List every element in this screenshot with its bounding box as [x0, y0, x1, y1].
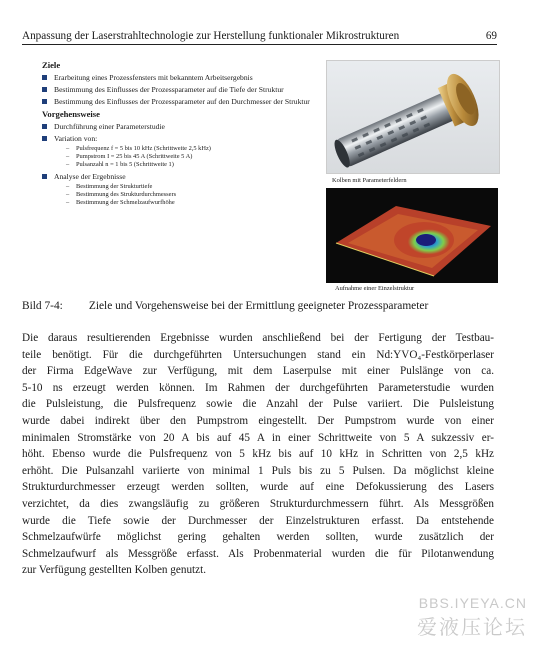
- variation-item: – Pulsfrequenz f = 5 bis 10 kHz (Schrittweite 2,5 kHz): [66, 145, 211, 152]
- bullet-icon: [42, 75, 47, 80]
- approach-text: Variation von:: [54, 134, 98, 143]
- body-line: Die daraus resultierenden Ergebnisse wurden anschließend bei der Fertigung der Testbau-: [22, 332, 494, 344]
- bullet-icon: [42, 174, 47, 179]
- body-line: wurde dabei indirekt über den Pumpstrom eingestellt. Der Pumpstrom wurde von einer: [22, 414, 494, 427]
- piston-photo-caption: Kolben mit Parameterfeldern: [332, 177, 407, 184]
- body-line: die Pulsleistung, die Pulsfrequenz sowie die Anzahl der Pulse variiert. Die Pulsleistung: [22, 398, 494, 411]
- watermark-url: BBS.IYEYA.CN: [418, 595, 527, 611]
- piston-image-icon: [327, 61, 499, 173]
- site-watermark: [417, 595, 527, 640]
- goal-item: [42, 97, 312, 106]
- body-line: Schmelzaufwurf als Messgröße erfasst. Als Probenmaterial wurden die für Pilotanwendung: [22, 547, 494, 560]
- surface-scan-image: [326, 188, 498, 283]
- goals-heading: Ziele: [42, 60, 61, 70]
- body-line: 5-10 ns erzeugt werden können. Im Rahmen der durchgeführten Parameterstudie wurden: [22, 381, 494, 394]
- approach-text: Durchführung einer Parameterstudie: [54, 122, 165, 131]
- figure-caption-text: Ziele und Vorgehensweise bei der Ermittlung geeigneter Prozessparameter: [88, 300, 429, 312]
- figure-caption: [22, 300, 428, 312]
- variation-item: – Pulsanzahl n = 1 bis 5 (Schrittweite 1): [66, 161, 174, 168]
- goal-text: Erarbeitung eines Prozessfensters mit bekanntem Arbeitsergebnis: [54, 73, 253, 82]
- analysis-item: – Bestimmung des Strukturdurchmessers: [66, 191, 177, 198]
- running-title: Anpassung der Laserstrahltechnologie zur Herstellung funktionaler Mikrostrukturen: [22, 30, 400, 42]
- goal-text: Bestimmung des Einflusses der Prozessparameter auf die Tiefe der Struktur: [54, 85, 284, 94]
- goal-text: Bestimmung des Einflusses der Prozessparameter auf den Durchmesser der Struktur: [54, 97, 310, 106]
- page-number: 69: [485, 30, 497, 42]
- body-paragraph: [22, 330, 494, 579]
- body-line: verzichtet, da dies zwangsläufig zu größeren Strukturdurchmessern führt. Als Messgrößen: [22, 497, 494, 510]
- piston-photo: [326, 60, 500, 174]
- bullet-icon: [42, 124, 47, 129]
- goal-item: [42, 73, 312, 82]
- body-line: wurde die Tiefe sowie der Durchmesser der Einzelstrukturen erfasst. Da entstehende: [22, 514, 494, 527]
- approach-heading: Vorgehensweise: [42, 109, 100, 119]
- body-line: teile benötigt. Für die durchgeführten Untersuchungen stand ein Nd:YVO₄-Festkörperlaser: [22, 348, 494, 361]
- bullet-icon: [42, 99, 47, 104]
- bullet-icon: [42, 136, 47, 141]
- surface-scan-icon: [326, 188, 498, 283]
- body-line: Strukturdurchmesser erzeugt werden sollten, wurde auf eine Defokussierung des Lasers: [22, 481, 494, 494]
- approach-item: [42, 172, 312, 207]
- surface-scan-caption: Aufnahme einer Einzelstruktur: [335, 285, 415, 292]
- analysis-item: – Bestimmung der Strukturtiefe: [66, 183, 153, 190]
- goal-item: [42, 85, 312, 94]
- figure-label: Bild 7-4:: [22, 300, 63, 312]
- approach-item: [42, 134, 312, 169]
- page-header: [22, 26, 497, 45]
- body-line: der Firma EdgeWave zur Verfügung, mit dem Laserpulse mit einer Pulslänge von ca.: [22, 365, 494, 378]
- body-line: Schmelzaufwürfe möglichst gering gehalten werden sollten, wurde zusätzlich der: [22, 531, 494, 544]
- goals-and-approach-list: [42, 60, 312, 210]
- variation-item: – Pumpstrom I = 25 bis 45 A (Schrittweite 5 A): [66, 153, 193, 160]
- body-line: zur Verfügung gestellten Kolben genutzt.: [22, 564, 207, 577]
- body-line: minimalen Stromstärke von 20 A bis auf 45 A in einer Schrittweite von 5 A sukzessiv er-: [22, 431, 494, 444]
- watermark-name: 爱液压论坛: [417, 615, 527, 639]
- analysis-item: – Bestimmung der Schmelzaufwurfhöhe: [66, 199, 175, 206]
- body-line: erhöht. Die Pulsanzahl variierte von minimal 1 Puls bis zu 5 Pulsen. Da möglichst kleine: [22, 464, 494, 477]
- body-line: höht. Ebenso wurde die Pulsfrequenz von 5 kHz bis auf 10 kHz in Schritten von 2,5 kHz: [22, 448, 494, 461]
- bullet-icon: [42, 87, 47, 92]
- approach-item: [42, 122, 312, 131]
- figure-7-4: [30, 60, 500, 290]
- approach-text: Analyse der Ergebnisse: [54, 172, 126, 181]
